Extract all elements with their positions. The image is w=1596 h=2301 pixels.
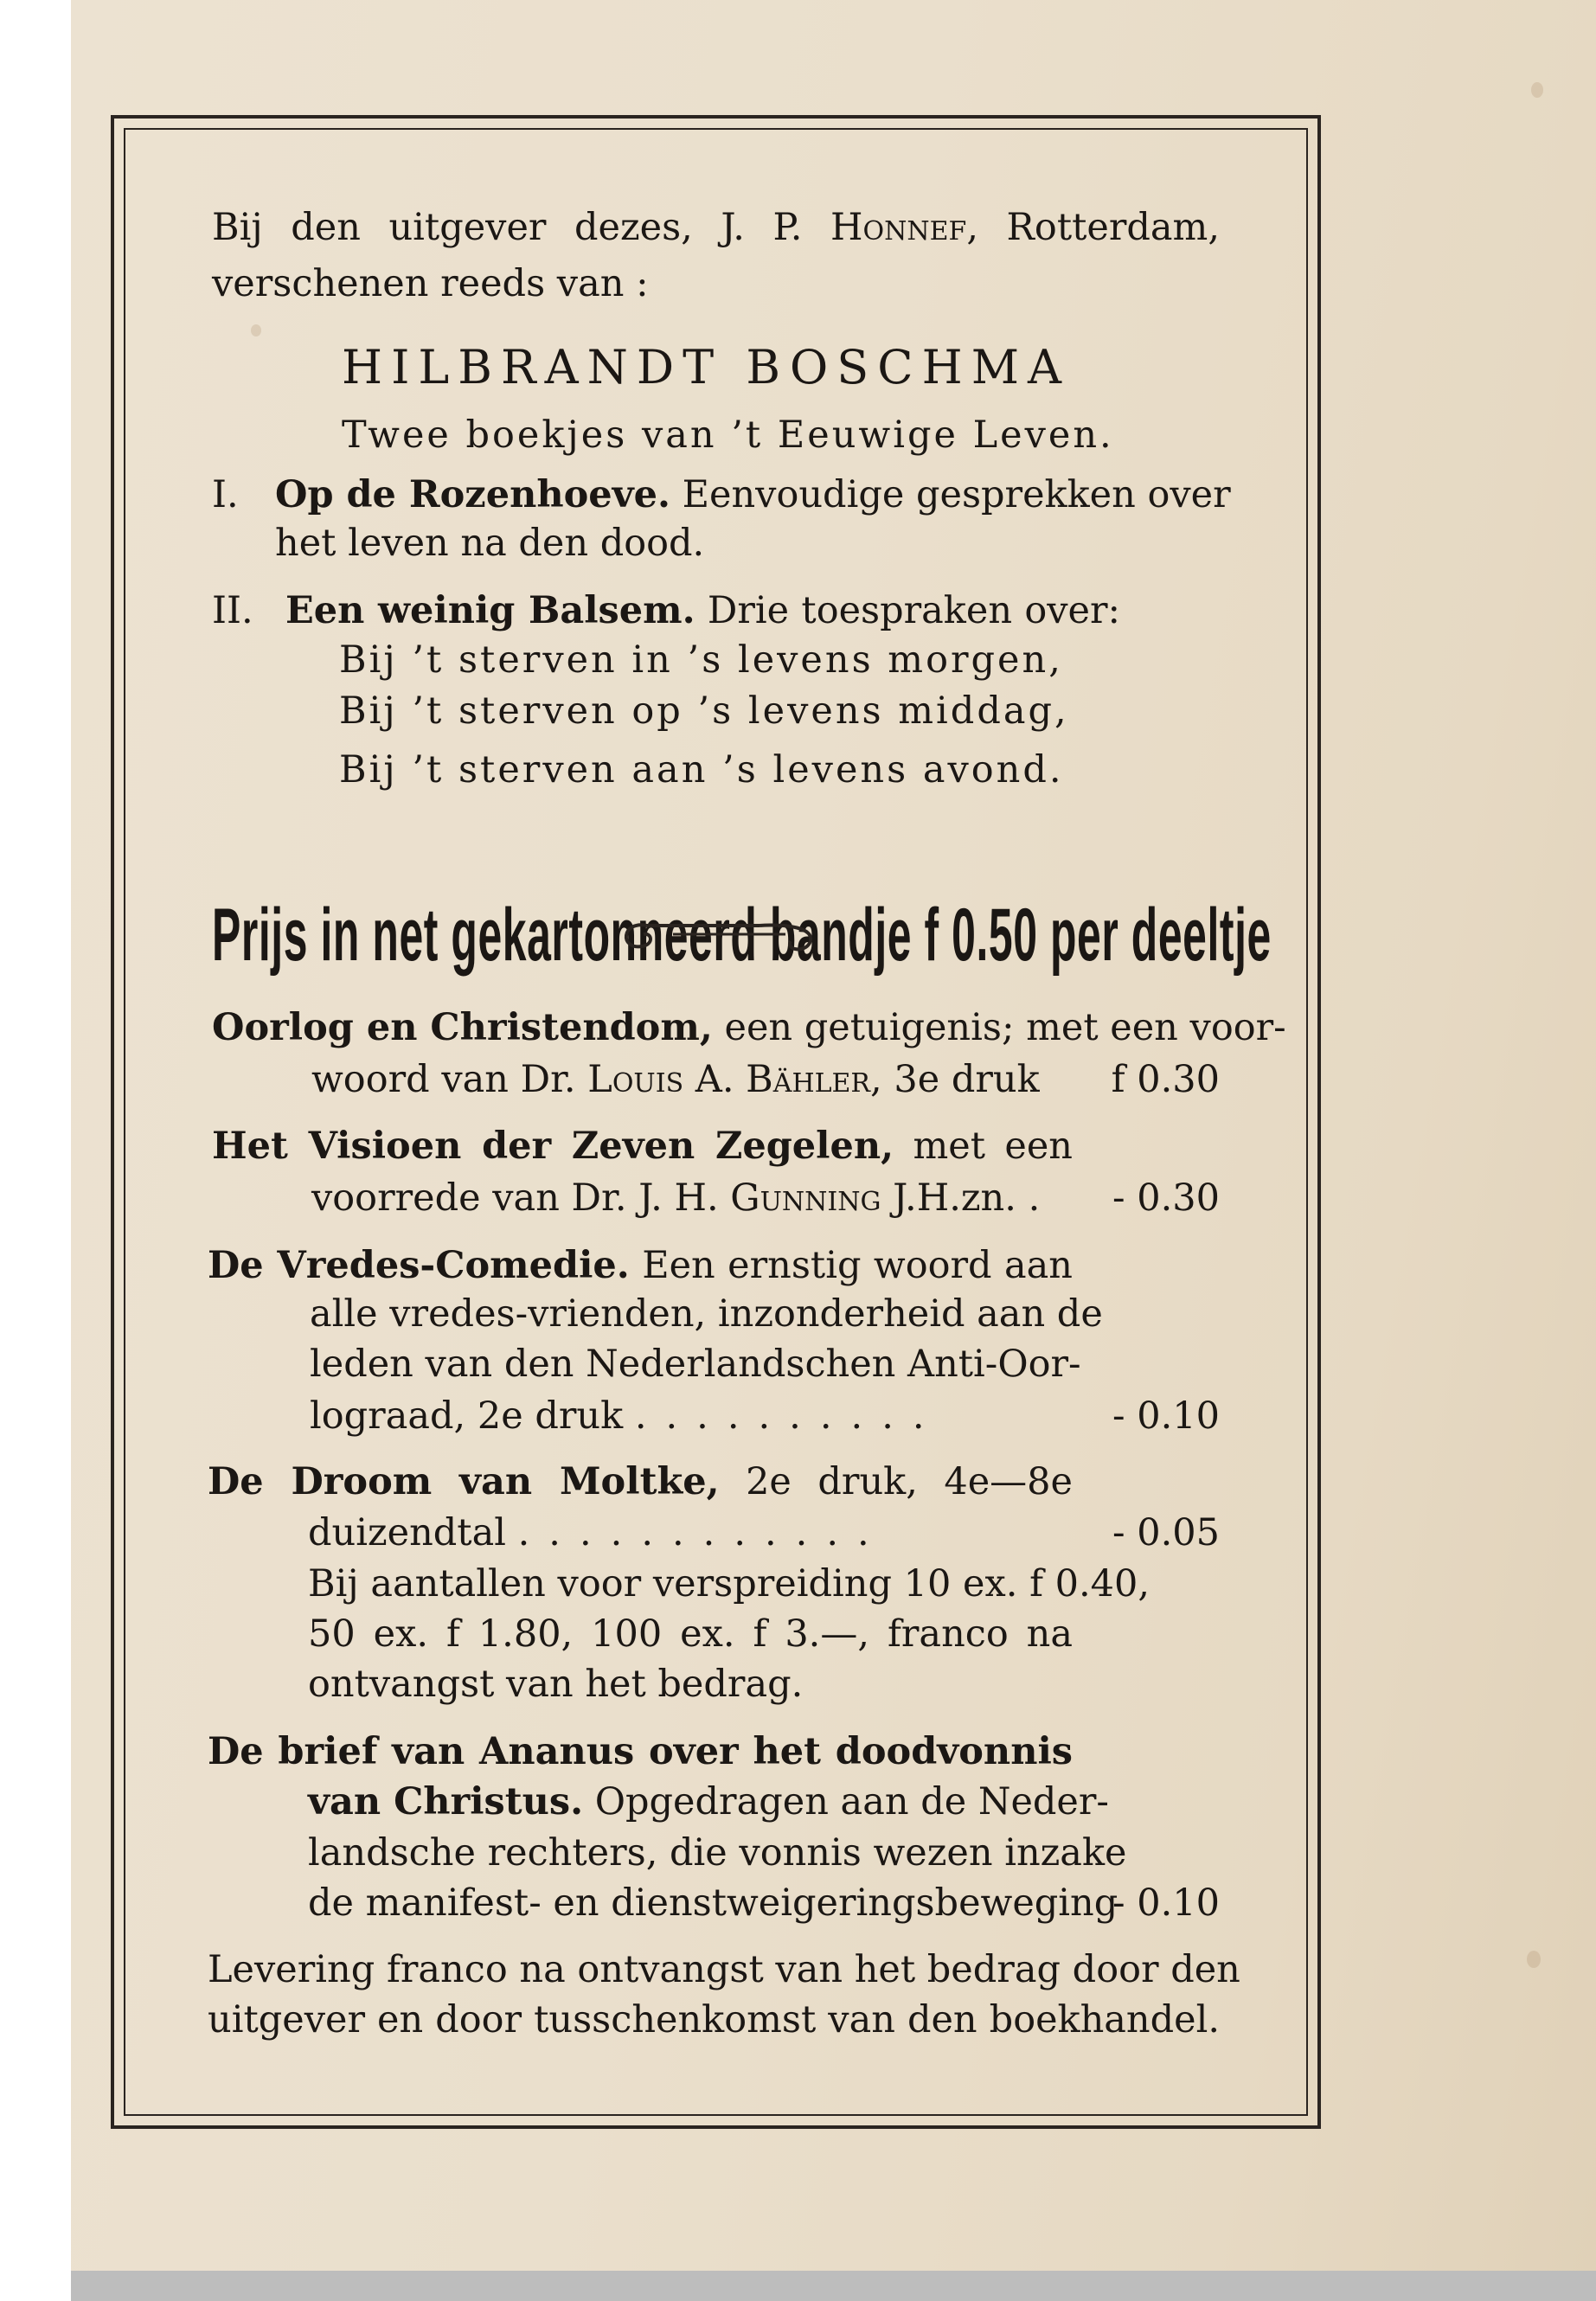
item-1-number: I. xyxy=(212,473,239,516)
talk-line: Bij ’t sterven op ’s levens middag, xyxy=(339,689,1069,733)
book-1-line-2: woord van Dr. Louis A. Bähler, 3e druk xyxy=(311,1058,1040,1101)
paper-stain xyxy=(1531,82,1543,98)
item-2-line-1: Een weinig Balsem. Drie toespraken over: xyxy=(285,589,1120,632)
book-4-line-5: ontvangst van het bedrag. xyxy=(308,1663,804,1706)
item-1-line-2: het leven na den dood. xyxy=(275,522,705,565)
book-1-price: f 0.30 xyxy=(1111,1058,1220,1101)
book-2-line-2: voorrede van Dr. J. H. Gunning J.H.zn. . xyxy=(311,1176,1041,1220)
book-4-line-2: duizendtal ............ xyxy=(308,1511,888,1554)
publisher-name: Honnef xyxy=(830,206,967,249)
book-1-title: Oorlog en Christendom, xyxy=(212,1006,713,1049)
book-5-line-4: de manifest- en dienstweigeringsbeweging xyxy=(308,1881,1118,1925)
book-3-price: - 0.10 xyxy=(1112,1394,1220,1438)
talk-line: Bij ’t sterven aan ’s levens avond. xyxy=(339,748,1064,792)
leader-dots: .......... xyxy=(634,1394,944,1438)
publisher-line-2: verschenen reeds van : xyxy=(212,262,649,305)
publisher-line-1: Bij den uitgever dezes, J. P. Honnef, Rotterdam, xyxy=(212,206,1220,249)
book-2-title: Het Visioen der Zeven Zegelen, xyxy=(212,1125,894,1168)
book-2-price: - 0.30 xyxy=(1112,1176,1220,1220)
book-1-line-1: Oorlog en Christendom, een getuigenis; met een voor- xyxy=(212,1006,1286,1049)
book-3-line-3: leden van den Nederlandschen Anti-Oor- xyxy=(310,1343,1081,1386)
item-2-number: II. xyxy=(212,589,253,632)
book-5-price: - 0.10 xyxy=(1112,1881,1220,1925)
footer-line-1: Levering franco na ontvangst van het bedrag door den xyxy=(208,1948,1240,1991)
book-3-line-1: De Vredes-Comedie. Een ernstig woord aan xyxy=(208,1244,1073,1287)
book-4-line-3: Bij aantallen voor verspreiding 10 ex. f 0.40, xyxy=(308,1562,1151,1606)
leader-dots: ............ xyxy=(517,1511,888,1554)
price-banner: Prijs in net gekartonneerd bandje f 0.50 per deeltje xyxy=(212,894,1272,977)
book-3-line-2: alle vredes-vrienden, inzonderheid aan de xyxy=(310,1292,1103,1336)
author-heading: HILBRANDT BOSCHMA xyxy=(342,340,1070,394)
item-1-line-1: Op de Rozenhoeve. Eenvoudige gesprekken over xyxy=(275,473,1231,516)
book-4-price: - 0.05 xyxy=(1112,1511,1220,1554)
book-5-title-2: van Christus. xyxy=(308,1780,584,1823)
book-4-title: De Droom van Moltke, xyxy=(208,1460,720,1503)
book-1-person: Louis A. Bähler xyxy=(587,1058,871,1101)
footer-line-2: uitgever en door tusschenkomst van den boekhandel. xyxy=(208,1998,1220,2041)
book-2-line-1: Het Visioen der Zeven Zegelen, met een xyxy=(212,1125,1073,1168)
book-4-line-4: 50 ex. f 1.80, 100 ex. f 3.—, franco na xyxy=(308,1612,1073,1656)
scroll-ornament xyxy=(612,915,820,955)
book-4-line-1: De Droom van Moltke, 2e druk, 4e—8e xyxy=(208,1460,1073,1503)
book-5-line-1: De brief van Ananus over het doodvonnis xyxy=(208,1730,1073,1773)
scan-bottom-strip xyxy=(71,2271,1596,2301)
paper-stain xyxy=(1527,1951,1541,1968)
scan-margin xyxy=(0,0,69,2301)
talk-line: Bij ’t sterven in ’s levens morgen, xyxy=(339,638,1063,682)
book-5-line-3: landsche rechters, die vonnis wezen inzake xyxy=(308,1831,1127,1875)
item-1-title: Op de Rozenhoeve. xyxy=(275,473,670,516)
book-2-person: Gunning xyxy=(730,1176,881,1220)
series-subtitle: Twee boekjes van ’t Eeuwige Leven. xyxy=(342,413,1114,457)
book-3-line-4: lograad, 2e druk .......... xyxy=(310,1394,944,1438)
book-5-line-2: van Christus. Opgedragen aan de Neder- xyxy=(308,1780,1109,1823)
item-2-title: Een weinig Balsem. xyxy=(285,589,695,632)
book-3-title: De Vredes-Comedie. xyxy=(208,1244,630,1287)
